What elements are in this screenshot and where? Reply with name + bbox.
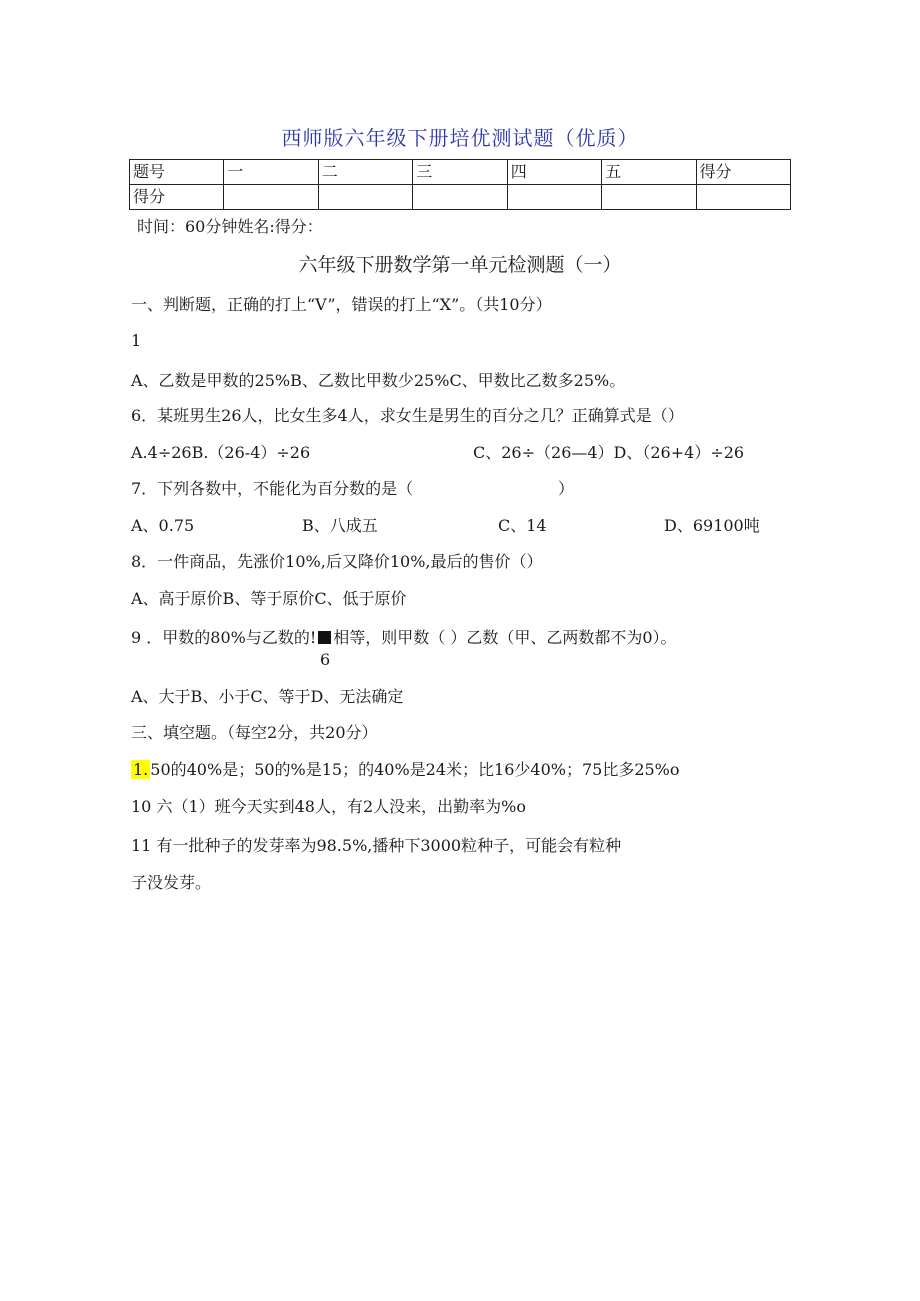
- table-cell: 五: [602, 160, 696, 185]
- question-9-options: A、大于B、小于C、等于D、无法确定: [131, 687, 404, 706]
- question-7-option-c: C、14: [498, 516, 547, 535]
- table-cell: [507, 185, 601, 210]
- question-6: 6．某班男生26人，比女生多4人，求女生是男生的百分之几？正确算式是（）: [131, 406, 684, 425]
- black-square-icon: [318, 631, 331, 644]
- question-9-denominator: 6: [320, 650, 331, 669]
- table-row: [130, 185, 791, 210]
- table-cell: 得分: [130, 185, 224, 210]
- fill-question-11-line-2: 子没发芽。: [131, 873, 212, 892]
- table-cell: [224, 185, 318, 210]
- question-8-options: A、高于原价B、等于原价C、低于原价: [131, 589, 407, 608]
- fill-question-11-line-1: 11 有一批种子的发芽率为98.5%,播种下3000粒种子，可能会有粒种: [131, 836, 622, 855]
- table-cell: [602, 185, 696, 210]
- table-cell: 一: [224, 160, 318, 185]
- table-cell: 得分: [696, 160, 790, 185]
- question-7-option-b: B、八成五: [302, 516, 378, 535]
- question-7-close: ）: [558, 479, 575, 498]
- info-line: 时间：60分钟姓名:得分：: [137, 217, 323, 236]
- part1-heading: 一、判断题，正确的打上“V”，错误的打上“X”。（共10分）: [131, 295, 552, 314]
- question-1-number: 1: [131, 331, 142, 350]
- part3-heading: 三、填空题。（每空2分，共20分）: [131, 723, 378, 742]
- question-6-options-cd: C、26÷（26—4）D、（26+4）÷26: [473, 443, 745, 462]
- question-8: 8．一件商品，先涨价10%,后又降价10%,最后的售价（）: [131, 552, 543, 571]
- fill-question-10: 10 六（1）班今天实到48人，有2人没来，出勤率为%o: [131, 797, 527, 816]
- document-title: 西师版六年级下册培优测试题（优质）: [281, 126, 639, 150]
- table-cell: 题号: [130, 160, 224, 185]
- question-1-options: A、乙数是甲数的25%B、乙数比甲数少25%C、甲数比乙数多25%。: [131, 371, 626, 390]
- highlighted-number: 1.: [133, 760, 149, 779]
- table-row: [130, 160, 791, 185]
- fill-question-1-text: 50的40%是；50的%是15；的40%是24米；比16少40%；75比多25%o: [150, 760, 680, 779]
- table-cell: [696, 185, 790, 210]
- question-7-option-a: A、0.75: [131, 516, 195, 535]
- question-9-part-b: 相等，则甲数（ ）乙数（甲、乙两数都不为0）。: [333, 628, 677, 647]
- table-cell: 四: [507, 160, 601, 185]
- table-cell: [318, 185, 412, 210]
- question-7: 7．下列各数中，不能化为百分数的是（: [131, 479, 414, 498]
- score-table: [129, 159, 791, 210]
- question-7-option-d: D、69100吨: [664, 516, 760, 535]
- question-9: [131, 625, 677, 648]
- question-6-options-ab: A.4÷26B.（26-4）÷26: [131, 443, 311, 462]
- fill-question-1: [131, 757, 680, 780]
- table-cell: 三: [413, 160, 507, 185]
- table-cell: [413, 185, 507, 210]
- table-cell: 二: [318, 160, 412, 185]
- section-title: 六年级下册数学第一单元检测题（一）: [298, 254, 622, 276]
- question-9-part-a: 9 ．甲数的80%与乙数的!: [131, 628, 317, 647]
